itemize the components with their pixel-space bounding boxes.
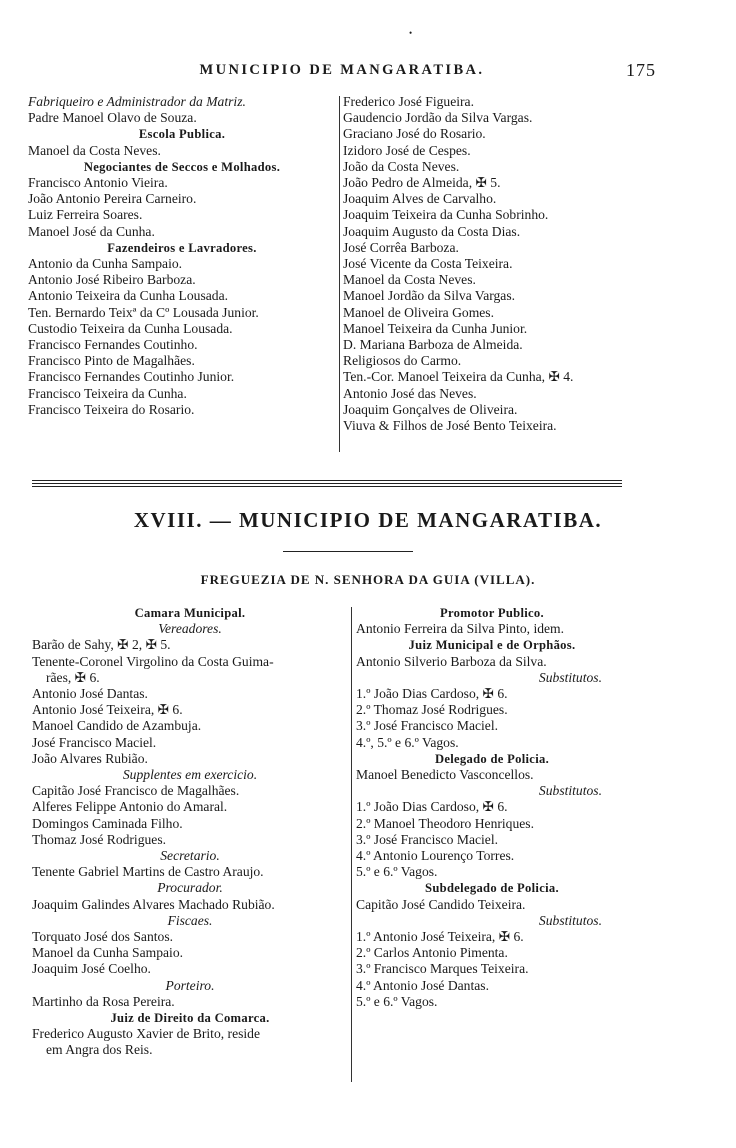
role-subheading: Vereadores. <box>158 621 222 637</box>
entry-line: Frederico José Figueira. <box>343 94 474 109</box>
section-heading: Juiz de Direito da Comarca. <box>110 1011 270 1026</box>
entry-line: 5.º e 6.º Vagos. <box>356 864 438 880</box>
role-subheading: Supplentes em exercicio. <box>122 767 258 783</box>
entry-line: Joaquim Gonçalves de Oliveira. <box>343 401 518 417</box>
entry-line: 2.º Thomaz José Rodrigues. <box>356 702 508 718</box>
entry-line: Antonio Ferreira da Silva Pinto, idem. <box>356 621 565 637</box>
top-left-column <box>28 94 336 418</box>
entry-line: Antonio José Ribeiro Barboza. <box>28 272 196 288</box>
role-subheading: Substitutos. <box>538 783 602 799</box>
entry-line: 3.º Francisco Marques Teixeira. <box>356 961 529 977</box>
entry-line: Manoel Benedicto Vasconcellos. <box>356 767 534 783</box>
freguezia-heading: FREGUEZIA DE N. SENHORA DA GUIA (VILLA). <box>200 572 536 587</box>
section-heading: Fazendeiros e Lavradores. <box>107 240 257 255</box>
entry-line: 4.º Antonio Lourenço Torres. <box>356 848 515 864</box>
running-header: MUNICIPIO DE MANGARATIBA. <box>199 62 485 78</box>
role-subheading: Substitutos. <box>538 669 602 685</box>
entry-line: Barão de Sahy, ✠ 2, ✠ 5. <box>32 637 171 653</box>
entry-line: Francisco Fernandes Coutinho Junior. <box>28 369 235 385</box>
section-heading: Negociantes de Seccos e Molhados. <box>83 159 281 174</box>
title-underline <box>283 551 413 552</box>
entry-line: Tenente-Coronel Virgolino da Costa Guima- <box>32 653 274 669</box>
entry-line: Manoel da Costa Neves. <box>343 272 476 288</box>
entry-line: Ten.-Cor. Manoel Teixeira da Cunha, ✠ 4. <box>343 369 574 385</box>
section-heading: Juiz Municipal e de Orphãos. <box>408 638 576 653</box>
entry-line: 4.º, 5.º e 6.º Vagos. <box>356 734 459 750</box>
entry-line: Manoel da Cunha Sampaio. <box>32 945 184 961</box>
entry-line: Tenente Gabriel Martins de Castro Araujo. <box>32 864 264 880</box>
entry-line: Francisco Fernandes Coutinho. <box>28 337 198 353</box>
entry-line: Antonio Teixeira da Cunha Lousada. <box>28 288 229 304</box>
stray-mark: • <box>409 28 413 38</box>
entry-line: 1.º Antonio José Teixeira, ✠ 6. <box>356 929 524 945</box>
entry-line: Padre Manoel Olavo de Souza. <box>28 110 197 126</box>
role-subheading: Porteiro. <box>165 977 215 993</box>
role-subheading: Procurador. <box>157 880 223 896</box>
entry-line: Capitão José Francisco de Magalhães. <box>32 783 240 799</box>
role-subheading: Substitutos. <box>538 912 602 928</box>
entry-line: 2.º Carlos Antonio Pimenta. <box>356 945 508 961</box>
entry-line: Francisco Teixeira do Rosario. <box>28 401 195 417</box>
entry-line: 2.º Manoel Theodoro Henriques. <box>356 815 534 831</box>
entry-line: Torquato José dos Santos. <box>32 929 174 945</box>
entry-line: Viuva & Filhos de José Bento Teixeira. <box>343 418 557 434</box>
entry-line: Izidoro José de Cespes. <box>343 142 471 158</box>
entry-line: 1.º João Dias Cardoso, ✠ 6. <box>356 799 508 815</box>
section-rule-3 <box>32 486 622 487</box>
entry-line: D. Mariana Barboza de Almeida. <box>343 337 523 353</box>
section-heading: Promotor Publico. <box>440 606 544 620</box>
entry-line: José Francisco Maciel. <box>32 734 157 750</box>
column-divider-top <box>339 96 340 452</box>
entry-line: João da Costa Neves. <box>343 158 460 174</box>
entry-line: Domingos Caminada Filho. <box>32 815 183 831</box>
role-subheading: Secretario. <box>160 848 220 864</box>
entry-line: Antonio José das Neves. <box>343 385 477 401</box>
entry-line: José Vicente da Costa Teixeira. <box>343 256 513 272</box>
entry-line: 4.º Antonio José Dantas. <box>356 977 489 993</box>
entry-line: Manoel José da Cunha. <box>28 223 155 239</box>
entry-line: Ten. Bernardo Teixª da Cº Lousada Junior. <box>28 304 259 320</box>
role-subheading: Fiscaes. <box>167 912 213 928</box>
section-heading: Camara Municipal. <box>134 606 246 620</box>
entry-line: Manoel Teixeira da Cunha Junior. <box>343 320 528 336</box>
section-heading: Delegado de Policia. <box>434 751 550 766</box>
entry-line: Joaquim José Coelho. <box>32 961 151 977</box>
entry-line: Joaquim Alves de Carvalho. <box>343 191 497 207</box>
column-divider-bottom <box>351 607 352 1082</box>
entry-line: Manoel de Oliveira Gomes. <box>343 304 494 320</box>
entry-line: Religiosos do Carmo. <box>343 353 462 369</box>
entry-line: Gaudencio Jordão da Silva Vargas. <box>343 110 533 126</box>
page-number: 175 <box>626 60 656 80</box>
entry-line: Francisco Antonio Vieira. <box>28 175 168 191</box>
entry-line: João Alvares Rubião. <box>32 750 148 766</box>
entry-line: Thomaz José Rodrigues. <box>32 831 167 847</box>
bottom-left-column <box>32 605 348 1059</box>
section-heading: Subdelegado de Policia. <box>425 881 559 896</box>
entry-line: 3.º José Francisco Maciel. <box>356 831 499 847</box>
entry-line: rães, ✠ 6. <box>46 669 100 685</box>
entry-line: Joaquim Galindes Alvares Machado Rubião. <box>32 896 275 912</box>
entry-line: Capitão José Candido Teixeira. <box>356 896 526 912</box>
entry-line: Antonio José Teixeira, ✠ 6. <box>32 702 183 718</box>
entry-line: Manoel Jordão da Silva Vargas. <box>343 288 516 304</box>
entry-line: Custodio Teixeira da Cunha Lousada. <box>28 320 233 336</box>
entry-line: Antonio José Dantas. <box>32 686 148 702</box>
section-heading: Escola Publica. <box>138 127 226 142</box>
entry-line: Luiz Ferreira Soares. <box>28 207 143 223</box>
entry-line: Joaquim Augusto da Costa Dias. <box>343 223 521 239</box>
entry-line: em Angra dos Reis. <box>46 1042 153 1058</box>
section-title: XVIII. — MUNICIPIO DE MANGARATIBA. <box>133 508 603 532</box>
entry-line: 1.º João Dias Cardoso, ✠ 6. <box>356 686 508 702</box>
entry-line: Francisco Teixeira da Cunha. <box>28 385 187 401</box>
entry-line: João Pedro de Almeida, ✠ 5. <box>343 175 501 191</box>
entry-line: Alferes Felippe Antonio do Amaral. <box>32 799 228 815</box>
entry-line: José Corrêa Barboza. <box>343 239 459 255</box>
section-rule-2 <box>32 483 622 484</box>
bottom-right-column <box>356 605 628 1010</box>
entry-line: Graciano José do Rosario. <box>343 126 486 142</box>
section-rule-1 <box>32 480 622 481</box>
entry-line: Frederico Augusto Xavier de Brito, reside <box>32 1026 261 1042</box>
entry-line: 3.º José Francisco Maciel. <box>356 718 499 734</box>
entry-line: Joaquim Teixeira da Cunha Sobrinho. <box>343 207 549 223</box>
entry-line: Francisco Pinto de Magalhães. <box>28 353 195 369</box>
entry-line: Manoel da Costa Neves. <box>28 142 161 158</box>
entry-line: Antonio Silverio Barboza da Silva. <box>356 653 547 669</box>
entry-line: Martinho da Rosa Pereira. <box>32 993 175 1009</box>
entry-line: Antonio da Cunha Sampaio. <box>28 256 183 272</box>
entry-line: 5.º e 6.º Vagos. <box>356 993 438 1009</box>
top-right-column <box>343 94 643 434</box>
entry-line: Fabriqueiro e Administrador da Matriz. <box>28 94 246 109</box>
entry-line: João Antonio Pereira Carneiro. <box>28 191 197 207</box>
entry-line: Manoel Candido de Azambuja. <box>32 718 202 734</box>
